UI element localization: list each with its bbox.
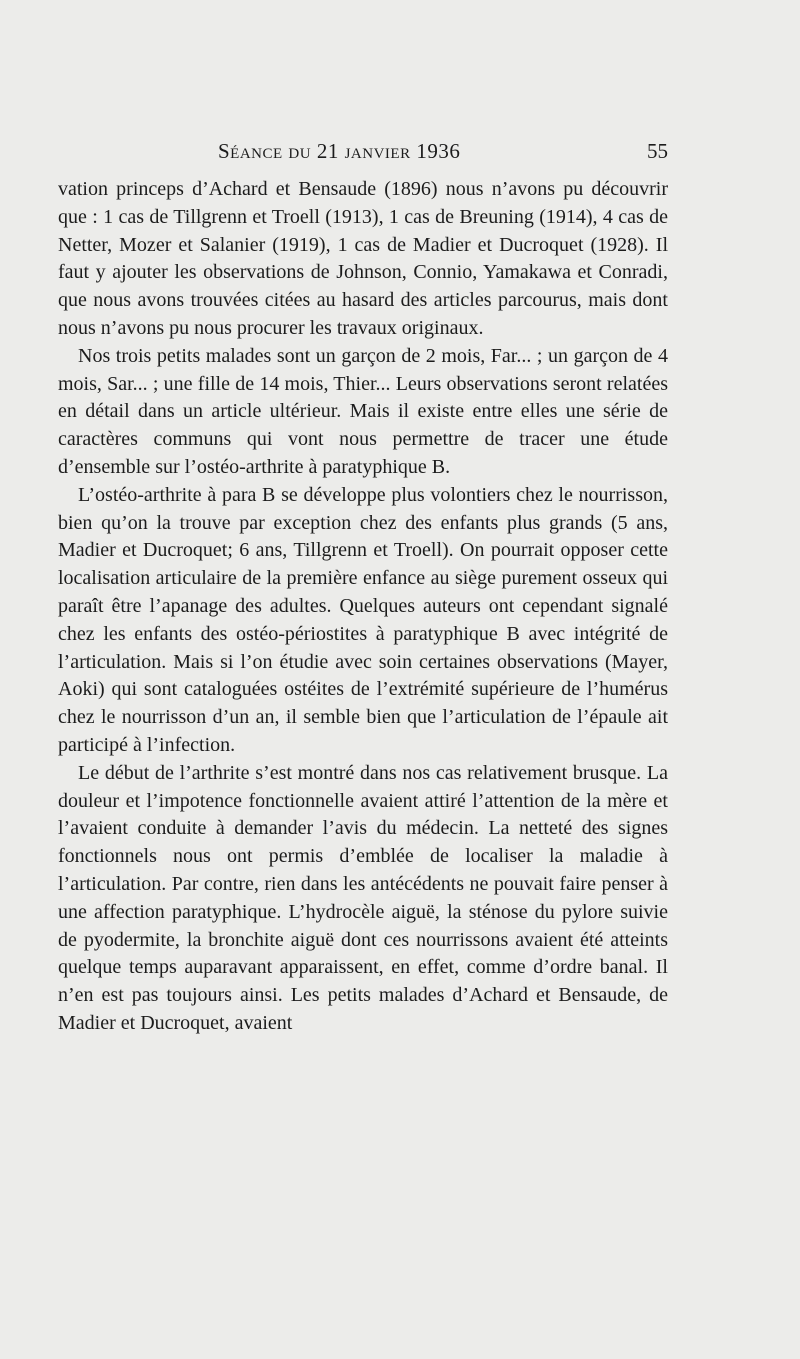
paragraph-1: vation princeps d’Achard et Bensaude (1896) nous n’avons pu découvrir que : 1 cas de Tillgrenn et Troell (1913), 1 cas de Breuning (1914), 4 cas de Netter, Mozer et Salanier (1919), 1 cas de Madier et Ducroquet (1928). Il faut y ajouter les observations de Johnson, Connio, Yamakawa et Conradi, que nous avons trouvées citées au hasard des articles parcourus, mais dont nous n’avons pu nous procurer les travaux originaux.	[58, 178, 668, 339]
paragraph-3: L’ostéo-arthrite à para B se développe plus volontiers chez le nourrisson, bien qu’on la trouve par exception chez des enfants plus grands (5 ans, Madier et Ducroquet; 6 ans, Tillgrenn et Troell). On pourrait opposer cette localisation articulaire de la première enfance au siège purement osseux qui paraît être l’apanage des adultes. Quelques auteurs ont cependant signalé chez les enfants des ostéo-périostites à paratyphique B avec intégrité de l’articulation. Mais si l’on étudie avec soin certaines observations (Mayer, Aoki) qui sont cataloguées ostéites de l’extrémité supérieure de l’humérus chez le nourrisson d’un an, il semble bien que l’articulation de l’épaule ait participé à l’infection.	[58, 483, 668, 756]
body-text	[58, 176, 668, 1038]
page-number: 55	[647, 139, 668, 163]
paragraph-4: Le début de l’arthrite s’est montré dans nos cas relativement brusque. La douleur et l’impotence fonctionnelle avaient attiré l’attention de la mère et l’avaient conduite à demander l’avis du médecin. La netteté des signes fonctionnels nous ont permis d’emblée de localiser la maladie à l’articulation. Par contre, rien dans les antécédents ne pouvait faire penser à une affection paratyphique. L’hydrocèle aiguë, la sténose du pylore suivie de pyodermite, la bronchite aiguë dont ces nourrissons avaient été atteints quelque temps auparavant apparaissent, en effet, comme d’ordre banal. Il n’en est pas toujours ainsi. Les petits malades d’Achard et Bensaude, de Madier et Ducroquet, avaient	[58, 761, 668, 1034]
running-header	[58, 139, 668, 169]
paragraph-2: Nos trois petits malades sont un garçon de 2 mois, Far... ; un garçon de 4 mois, Sar... ; une fille de 14 mois, Thier... Leurs observations seront relatées en détail dans un article ultérieur. Mais il existe entre elles une série de caractères communs qui vont nous permettre de tracer une étude d’ensemble sur l’ostéo-arthrite à paratyphique B.	[58, 344, 668, 478]
header-title: Séance du 21 janvier 1936	[218, 139, 461, 163]
